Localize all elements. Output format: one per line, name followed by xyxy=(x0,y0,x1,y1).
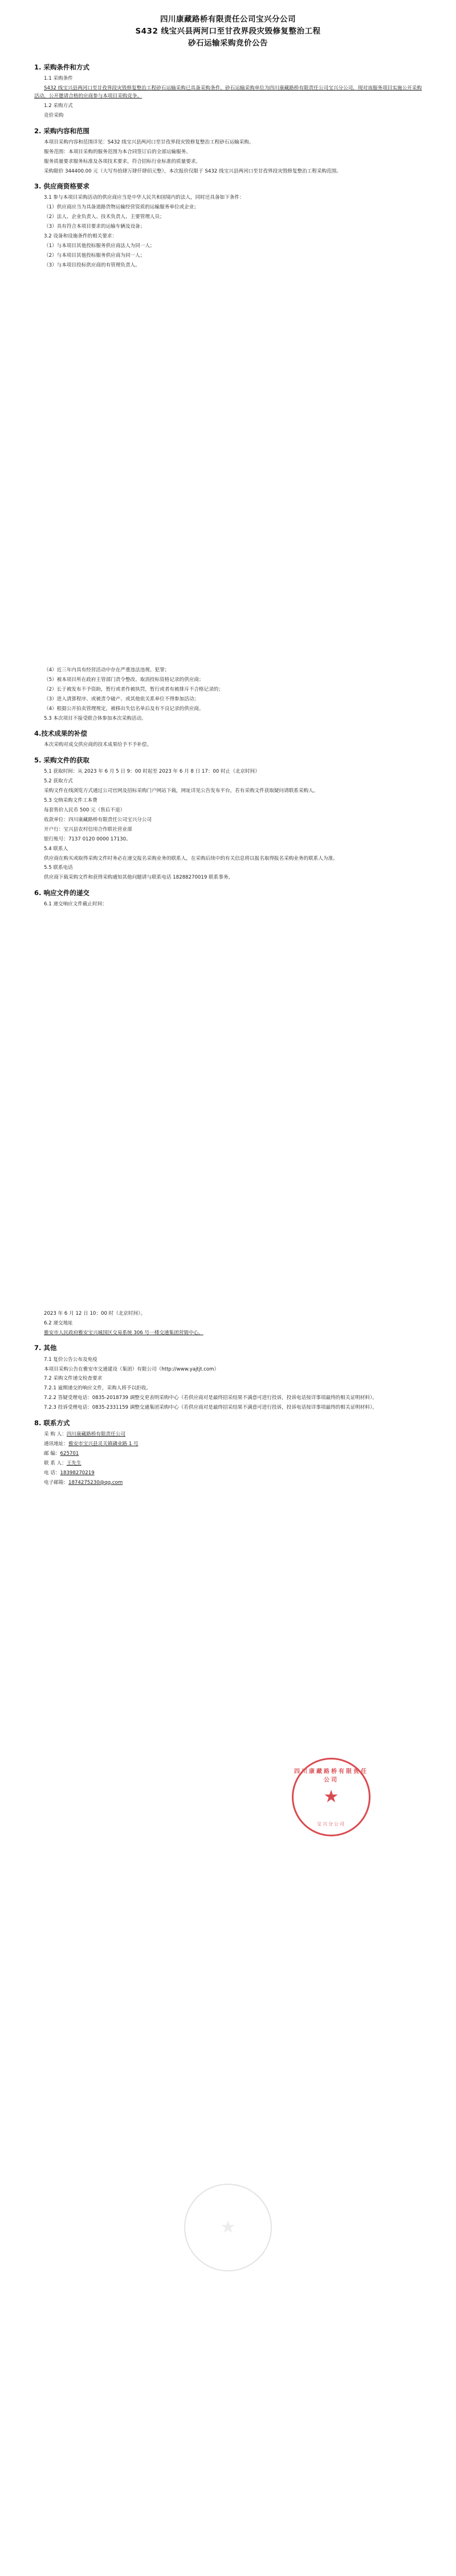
page-title xyxy=(34,10,422,56)
section-7-line-5: 7.2.2 答疑受理电话：0835-2018739 调整交更表明采购中心（若供应商对是最终招采结果不满意可进行投诉，投诉电话按详事项最终的相关证明材料）。 xyxy=(44,1395,377,1401)
star-icon: ★ xyxy=(323,1787,339,1807)
contact-row-0 xyxy=(34,1430,422,1438)
contact-row-1 xyxy=(34,1440,422,1448)
section-6-line-1: 6.1 递交响应文件截止时间： xyxy=(44,901,107,908)
section-2-line-4: 采购限价 344400.00 元（大写叁拾肆万肆仟肆佰元整），本次报价仅限于 S432 线宝兴县两河口至甘孜界段灾毁修复整治工程采购范围。 xyxy=(44,168,341,174)
section-1-line-1: 1.1 采购条件 xyxy=(44,76,73,82)
section-5-line-1: 5.1 获取时间：从 2023 年 6 月 5 日 9：00 时起至 2023 年 6 月 8 日 17：00 时止（北京时间） xyxy=(44,769,260,775)
section-1-line-3: 1.2 采购方式 xyxy=(44,103,73,109)
section-3-line-6: （1）与本项目其他投标服务供应商法人为同一人； xyxy=(44,243,155,249)
section-3-line-1: 3.1 参与本项目采购活动的供应商应当是中华人民共和国境内的法人，同时还具备如下条件： xyxy=(44,195,245,201)
watermark-seal-icon: ★ xyxy=(184,2184,272,2271)
stamp-top-text: 四川康藏路桥有限责任公司 xyxy=(294,1769,368,1783)
document-page-2 xyxy=(0,643,456,1287)
section-3-line-8: （3）与本项目投标供应商的有管理负责人。 xyxy=(44,262,140,269)
page2-line-3: （2）长于被发布不予资助，暂行或者作被执罚，暂行或者有被排斥不合格记录的； xyxy=(44,686,223,692)
contact-value-2: 625701 xyxy=(60,1450,79,1457)
page3-line-1: 2023 年 6 月 12 日 10：00 时（北京时间）。 xyxy=(44,1311,146,1316)
section-heading-5: 5. 采购文件的获取 xyxy=(34,756,89,764)
section-7-line-2: 本项目采购公告在雅安市交通建设（集团）有限公司（http://www.yajtjt.com） xyxy=(44,1366,219,1372)
section-2-line-3: 服务质量要求服务标准及各项技术要求，符合招标行业标准的质量要求。 xyxy=(44,158,201,165)
document-page-3 xyxy=(0,1287,456,1930)
contact-label-3: 联 系 人： xyxy=(44,1460,67,1466)
section-3-line-4: （3）具有符合本项目要求的运输车辆及设备； xyxy=(44,224,145,230)
section-3-line-2: （1）供应商应当为具备道路货物运输经营资质的运输服务单位或企业； xyxy=(44,204,199,211)
section-3-line-3: （2）法人、企业负责人、技术负责人、主要管理人员； xyxy=(44,214,165,220)
section-7-line-3: 7.2 采购文件递交检查要求 xyxy=(44,1376,103,1382)
section-5-line-12: 供应商下载采购文件和获得采购通知其他问题请与联系电话 18288270019 联系事务。 xyxy=(44,875,234,881)
section-2-line-2: 服务范围：本项目采购的服务范围为本合同签订后的全部运输服务。 xyxy=(44,149,191,155)
contact-value-5: 1874275230@qq.com xyxy=(68,1479,123,1486)
section-3-line-7: （2）与本项目其他投标服务供应商为同一人； xyxy=(44,253,145,259)
official-seal-stamp xyxy=(292,1758,370,1836)
contact-value-3: 王先生 xyxy=(66,1460,82,1466)
document-page-1 xyxy=(0,0,456,643)
section-heading-6: 6. 响应文件的递交 xyxy=(34,888,89,897)
contact-value-4: 18398270219 xyxy=(60,1470,95,1476)
section-5-line-10: 供应商在购买或取得采购文件时务必在递交报名采购业务的联系人，在采购后续中的有关信息将以报名取得报名采购业务的联系人为准。 xyxy=(44,855,338,862)
section-heading-4: 4.技术成果的补偿 xyxy=(34,729,87,738)
contact-label-0: 采 购 人： xyxy=(44,1431,67,1437)
section-5-line-2: 5.2 获取方式 xyxy=(44,778,73,784)
section-5-line-11: 5.5 联系电话 xyxy=(44,865,73,871)
section-5-line-5: 每套售价人民币 500 元（售后不退） xyxy=(44,807,125,813)
section-heading-7: 7. 其他 xyxy=(34,1344,57,1352)
section-2-line-1: 本项目采购内容和范围详见：S432 线宝兴县两河口至甘孜界段灾毁修复整治工程砂石运输采购。 xyxy=(44,139,254,145)
contact-row-2 xyxy=(34,1450,422,1458)
stamp-bottom-text: 宝兴分公司 xyxy=(317,1822,345,1827)
contact-label-4: 电 话： xyxy=(44,1470,60,1476)
title-line-3: 砂石运输采购竞价公告 xyxy=(188,38,268,48)
section-5-line-8: 银行账号：7137 0120 0000 17130。 xyxy=(44,836,131,842)
section-1-line-4: 竞价采购 xyxy=(44,113,64,119)
section-4-line-1: 本次采购对成交供应商的技术成果给予不予补偿。 xyxy=(44,742,152,748)
section-5-line-7: 开户行：宝兴县农村信用合作联社营业部 xyxy=(44,826,132,832)
contact-label-2: 邮 编： xyxy=(44,1450,60,1457)
page3-line-2: 6.2 递交地址 xyxy=(44,1320,73,1326)
title-line-1: 四川康藏路桥有限责任公司宝兴分公司 xyxy=(160,15,296,24)
section-7-line-4: 7.2.1 逾期递交的响应文件，采购人将予以拒收。 xyxy=(44,1385,151,1392)
section-7-line-6: 7.2.3 投诉受理电话：0835-2331159 调整交通集团采购中心（若供应商对是最终招采结果不满意可进行投诉，投诉电话按详事项最终的相关证明材料）。 xyxy=(44,1405,377,1411)
section-heading-8: 8. 联系方式 xyxy=(34,1418,70,1427)
contact-label-5: 电子邮箱： xyxy=(44,1479,68,1486)
contact-label-1: 通讯地址： xyxy=(44,1441,68,1447)
contact-row-5 xyxy=(34,1479,422,1487)
document-page-4 xyxy=(0,1930,456,2576)
contact-value-1: 雅安市宝兴县灵关镇磷业路 1 号 xyxy=(68,1441,139,1447)
page2-line-6: 5.3 本次项目不接受联合体参加本次采购活动。 xyxy=(44,715,146,721)
section-5-line-4: 5.3 交纳采购文件工本费 xyxy=(44,797,97,803)
section-heading-1: 1. 采购条件和方式 xyxy=(34,63,89,71)
section-1-line-2: S432 线宝兴县两河口至甘孜界段灾毁修复整治工程砂石运输采购已具备采购条件，砂石运输采购单位为四川康藏路桥有限责任公司宝兴分公司，现对该服务项目实施公开采购活动，公开邀请合格的应商参与本项目采购竞争。 xyxy=(34,85,422,100)
page2-line-2: （5）被本项目所在政府主管部门责令整改、取消投标资格记录的供应商； xyxy=(44,676,204,683)
section-heading-2: 2. 采购内容和范围 xyxy=(34,126,89,135)
section-3-line-5: 3.2 设备和设施条件的相关要求： xyxy=(44,233,117,240)
section-heading-3: 3. 供应商资格要求 xyxy=(34,182,89,191)
contact-value-0: 四川康藏路桥有限责任公司 xyxy=(66,1431,125,1437)
contact-row-4 xyxy=(34,1469,422,1477)
title-line-2: S432 线宝兴县两河口至甘孜界段灾毁修复整治工程 xyxy=(135,26,321,36)
section-5-line-6: 收款单位：四川康藏路桥有限责任公司宝兴分公司 xyxy=(44,817,152,823)
page2-line-1: （4）近三年内具有经营活动中存在严重违法违规、犯罪； xyxy=(44,667,170,673)
page2-line-5: （4）根据公开拍卖管理规定，被移出失信名单后及有不良记录的供应商。 xyxy=(44,705,204,712)
page2-line-4: （3）进入清算程序、或被责令破产、或其他依关系单位不得参加活动； xyxy=(44,696,199,702)
contact-row-3 xyxy=(34,1459,422,1467)
section-5-line-9: 5.4 联系人 xyxy=(44,846,68,852)
section-7-line-1: 7.1 复价公告公布及免疫 xyxy=(44,1356,97,1363)
page3-line-3: 雅安市人民政府雅安宝兴城国区交易系统 306 号一楼交通集团营销中心。 xyxy=(44,1330,203,1336)
section-5-line-3: 采购文件在线浏览方式通过公司官网及招标采购门户网站下载，网址详见公告发布平台，若有采购文件获取疑问请联系采购人。 xyxy=(44,787,319,794)
